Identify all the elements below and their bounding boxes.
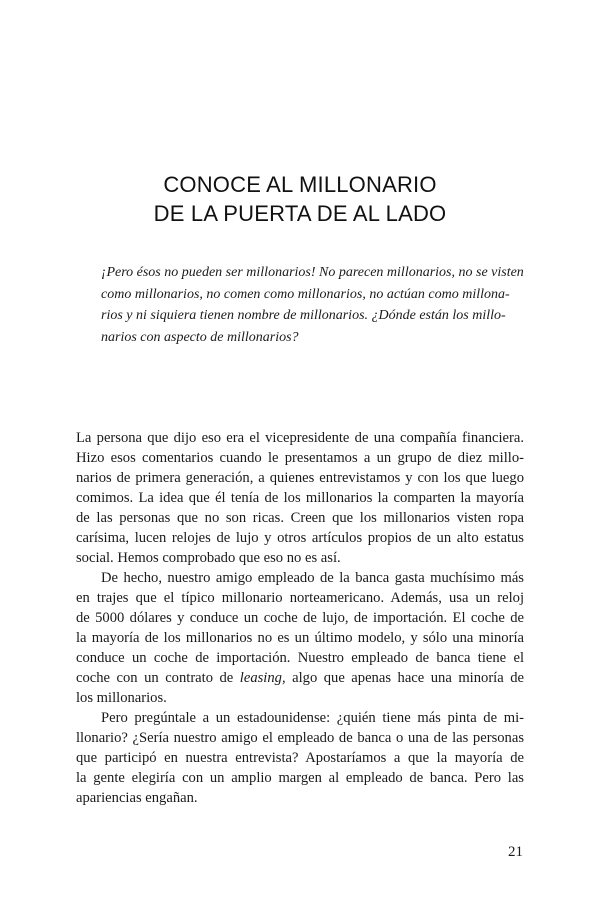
body-text-segment: coche con un contrato de xyxy=(76,670,240,686)
page-number: 21 xyxy=(508,844,523,860)
epigraph-line: narios con aspecto de millonarios? xyxy=(101,329,299,345)
body-line: que participó en nuestra entrevista? Apostaríamos a que la mayoría de xyxy=(76,750,524,766)
body-line: La persona que dijo eso era el vicepresidente de una compañía financiera. xyxy=(76,430,524,446)
body-line: de las personas que no son ricas. Creen que los millonarios visten ropa xyxy=(76,510,524,526)
body-line: la gente elegiría con un amplio margen al empleado de banca. Pero las xyxy=(76,770,524,786)
body-text-segment: algo que apenas hace una minoría de xyxy=(285,670,524,686)
epigraph-line: ¡Pero ésos no pueden ser millonarios! No parecen millonarios, no se visten xyxy=(101,265,524,280)
body-line: comimos. La idea que él tenía de los millonarios la comparten la mayoría xyxy=(76,490,524,506)
body-line: social. Hemos comprobado que eso no es así. xyxy=(76,550,341,566)
body-line: llonario? ¿Sería nuestro amigo el empleado de banca o una de las personas xyxy=(76,730,524,746)
body-line: apariencias engañan. xyxy=(76,790,198,806)
body-line: en trajes que el típico millonario norteamericano. Además, usa un reloj xyxy=(76,590,524,606)
epigraph-line: como millonarios, no comen como millonarios, no actúan como millona- xyxy=(101,286,510,302)
body-line: de 5000 dólares y conduce un coche de lujo, de importación. El coche de xyxy=(76,610,524,626)
body-line: narios de primera generación, a quienes entrevistamos y con los que luego xyxy=(76,470,524,486)
italic-term: leasing, xyxy=(239,670,286,686)
body-text xyxy=(76,428,524,808)
body-line: conduce un coche de importación. Nuestro empleado de banca tiene el xyxy=(76,650,524,666)
body-line: Pero pregúntale a un estadounidense: ¿quién tiene más pinta de mi- xyxy=(101,710,524,726)
chapter-title-line-2: DE LA PUERTA DE AL LADO xyxy=(153,201,447,226)
body-line: Hizo esos comentarios cuando le presentamos a un grupo de diez millo- xyxy=(76,450,524,466)
body-line: los millonarios. xyxy=(76,690,167,706)
body-line: la mayoría de los millonarios no es un último modelo, y sólo una minoría xyxy=(76,630,524,646)
body-line xyxy=(76,668,524,688)
body-line: De hecho, nuestro amigo empleado de la banca gasta muchísimo más xyxy=(101,570,524,586)
chapter-title-line-1: CONOCE AL MILLONARIO xyxy=(163,172,437,197)
epigraph xyxy=(101,262,524,348)
body-line: carísima, lucen relojes de lujo y otros artículos propios de un alto estatus xyxy=(76,530,524,546)
epigraph-line: rios y ni siquiera tienen nombre de millonarios. ¿Dónde están los millo- xyxy=(101,308,506,323)
